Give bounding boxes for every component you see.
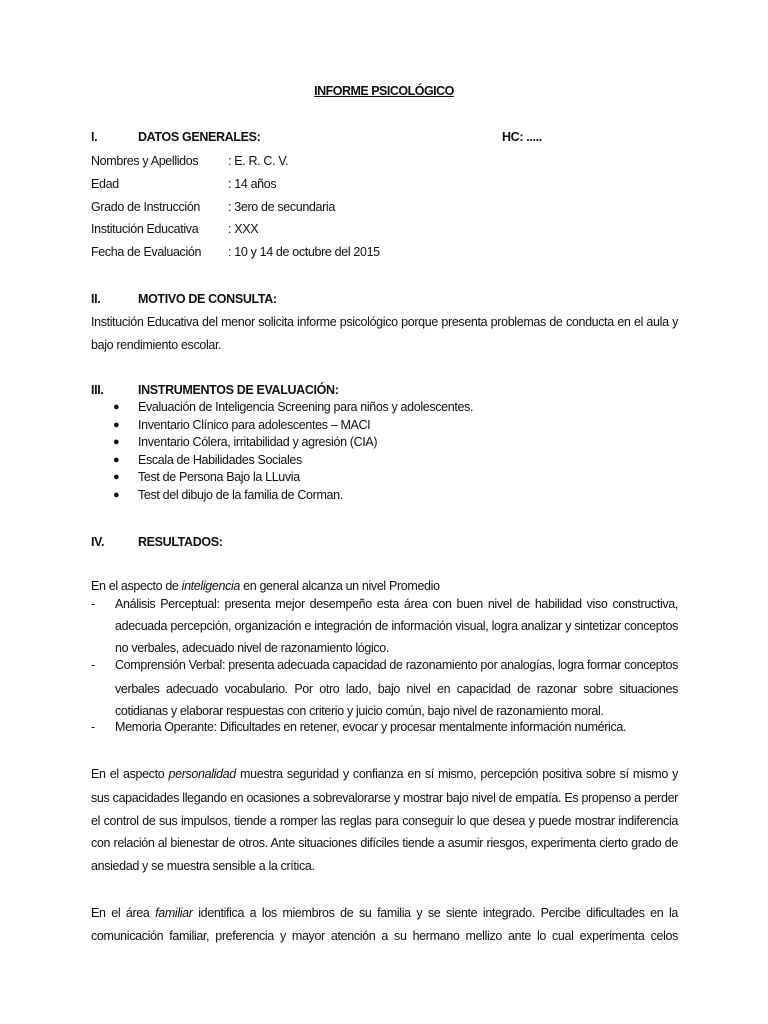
text-run: En el área — [91, 906, 156, 920]
list-item: Test de Persona Bajo la LLuvia — [138, 470, 300, 484]
bullet-icon: ● — [113, 419, 120, 431]
paragraph-line: Comprensión Verbal: presenta adecuada capacidad de razonamiento por analogías, logra formar conceptos — [115, 658, 678, 672]
field-value: : E. R. C. V. — [228, 154, 289, 168]
section-2-heading: MOTIVO DE CONSULTA: — [138, 292, 277, 306]
bullet-icon: ● — [113, 454, 120, 466]
field-label: Edad — [91, 177, 119, 191]
section-4-number: IV. — [91, 535, 105, 549]
paragraph-line: el control de sus impulsos, tiende a romper las reglas para conseguir lo que desea y puede mostrar indiferencia — [91, 814, 678, 828]
text-run: muestra seguridad y confianza en sí mismo, percepción positiva sobre sí mismo y — [235, 767, 678, 781]
paragraph-line: comunicación familiar, preferencia y mayor atención a su hermano mellizo ante lo cual experimenta celos — [91, 929, 678, 943]
text-run: En el aspecto — [91, 767, 169, 781]
field-value: : 3ero de secundaria — [228, 200, 335, 214]
paragraph-line: verbales adecuado vocabulario. Por otro lado, bajo nivel en capacidad de razonar sobre situaciones — [115, 682, 678, 696]
text-run: En el aspecto de — [91, 579, 182, 593]
field-value: : 10 y 14 de octubre del 2015 — [228, 245, 380, 259]
family-line — [91, 906, 678, 920]
intelligence-intro — [91, 579, 440, 593]
section-2-number: II. — [91, 292, 101, 306]
field-value: : XXX — [228, 222, 259, 236]
bullet-icon: ● — [113, 401, 120, 413]
paragraph-line: adecuada percepción, organización e integración de información visual, logra analizar y sintetizar conceptos — [115, 619, 678, 633]
paragraph-line: no verbales, adecuado nivel de razonamiento lógico. — [115, 641, 390, 655]
emphasis-text: personalidad — [168, 767, 236, 781]
field-value: : 14 años — [228, 177, 277, 191]
report-title: INFORME PSICOLÓGICO — [314, 84, 454, 98]
list-item: Inventario Clínico para adolescentes – MACI — [138, 418, 371, 432]
section-4-heading: RESULTADOS: — [138, 535, 223, 549]
section-3-heading: INSTRUMENTOS DE EVALUACIÓN: — [138, 383, 339, 397]
paragraph-line: Análisis Perceptual: presenta mejor desempeño esta área con buen nivel de habilidad viso constructiva, — [115, 597, 678, 611]
field-label: Grado de Instrucción — [91, 200, 201, 214]
paragraph-line: ansiedad y se muestra sensible a la crítica. — [91, 859, 315, 873]
field-label: Nombres y Apellidos — [91, 154, 199, 168]
list-item: Evaluación de Inteligencia Screening para niños y adolescentes. — [138, 400, 474, 414]
emphasis-text: familiar — [155, 906, 193, 920]
hc-number: HC: ..... — [502, 130, 542, 144]
dash-marker: - — [91, 720, 96, 734]
section-1-heading: DATOS GENERALES: — [138, 130, 261, 144]
dash-marker: - — [91, 597, 96, 611]
emphasis-text: inteligencia — [181, 579, 240, 593]
paragraph-line: Memoria Operante: Dificultades en retener, evocar y procesar mentalmente información numérica. — [115, 720, 627, 734]
list-item: Inventario Cólera, irritabilidad y agresión (CIA) — [138, 435, 378, 449]
paragraph-line: Institución Educativa del menor solicita informe psicológico porque presenta problemas de conducta en el aula y — [91, 315, 678, 329]
personality-line — [91, 767, 678, 781]
bullet-icon: ● — [113, 471, 120, 483]
field-label: Fecha de Evaluación — [91, 245, 202, 259]
bullet-icon: ● — [113, 489, 120, 501]
section-1-number: I. — [91, 130, 98, 144]
paragraph-line: sus capacidades llegando en ocasiones a sobrevalorarse y mostrar bajo nivel de empatía. Es propenso a perder — [91, 791, 678, 805]
paragraph-line: con relación al bienestar de otros. Ante situaciones difíciles tiende a asumir riesgos, experimenta cierto grado de — [91, 836, 678, 850]
field-label: Institución Educativa — [91, 222, 199, 236]
list-item: Test del dibujo de la familia de Corman. — [138, 488, 343, 502]
bullet-icon: ● — [113, 436, 120, 448]
text-run: identifica a los miembros de su familia y se siente integrado. Percibe dificultades en la — [192, 906, 678, 920]
paragraph-line: cotidianas y elaborar respuestas con criterio y juicio común, bajo nivel de razonamiento moral. — [115, 704, 604, 718]
section-3-number: III. — [91, 383, 104, 397]
list-item: Escala de Habilidades Sociales — [138, 453, 302, 467]
text-run: en general alcanza un nivel Promedio — [240, 579, 440, 593]
paragraph-line: bajo rendimiento escolar. — [91, 338, 222, 352]
dash-marker: - — [91, 658, 96, 672]
